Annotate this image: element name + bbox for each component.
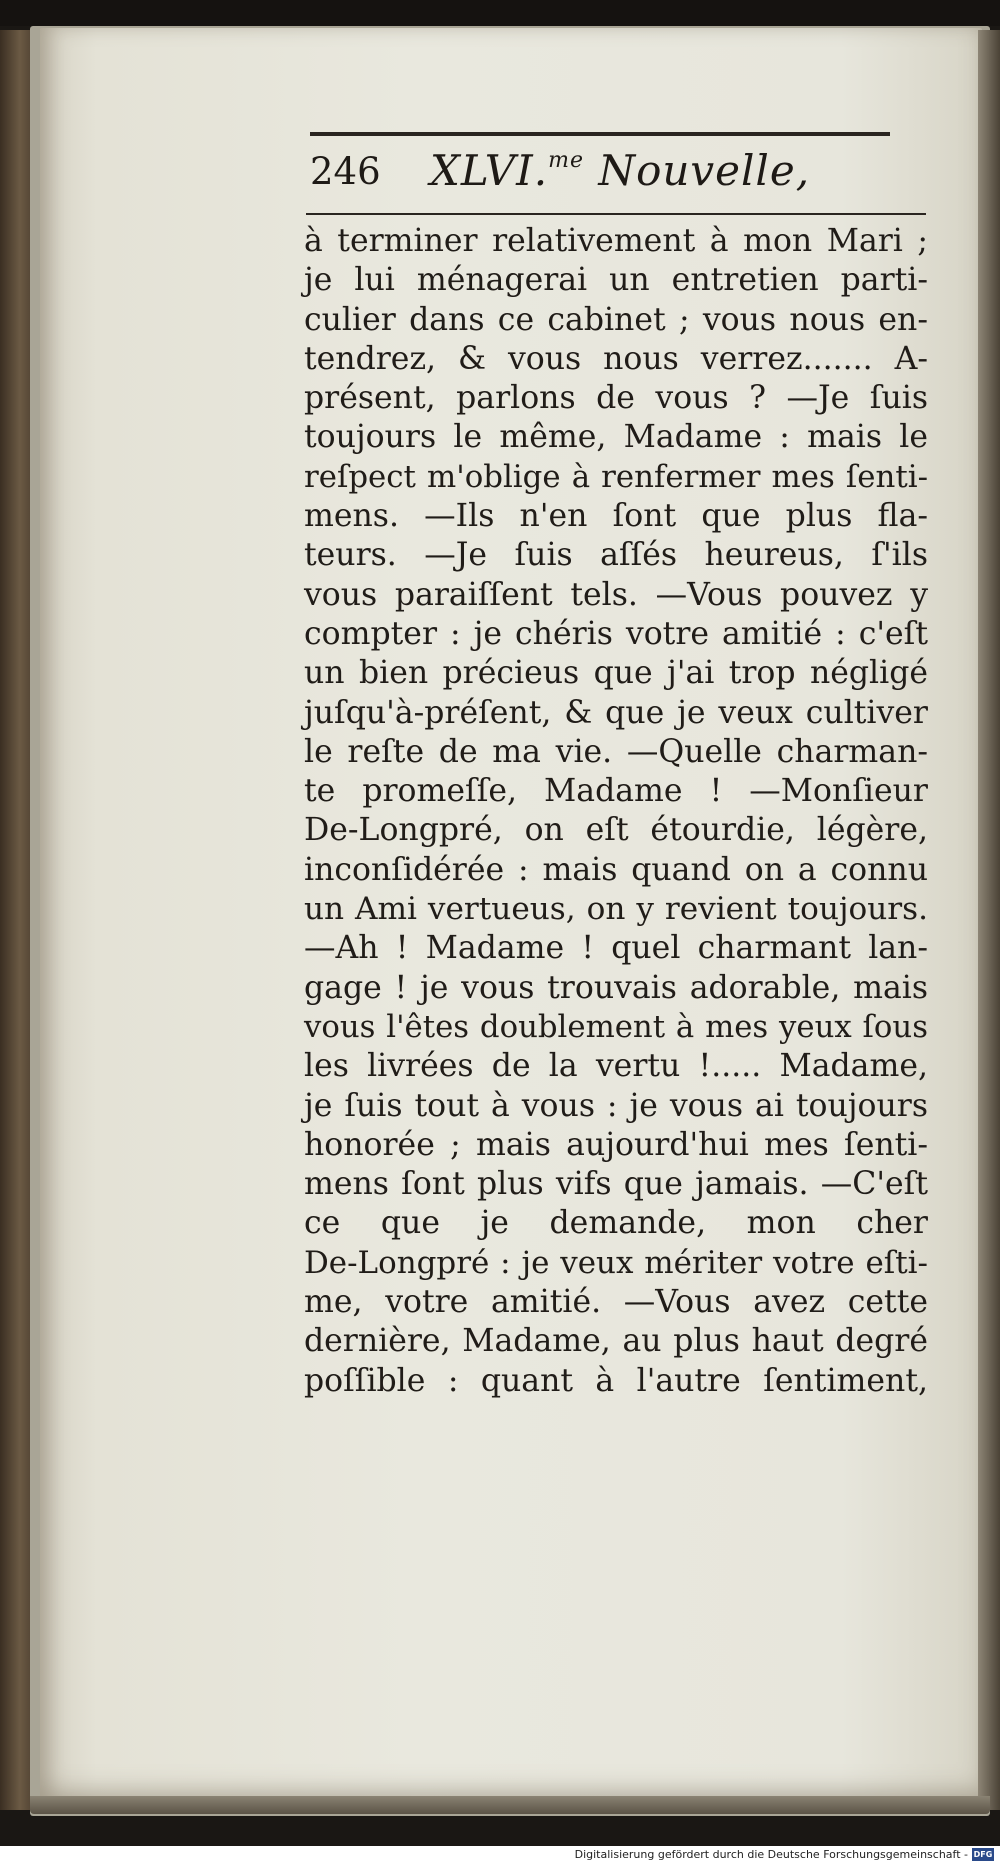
text-line: reſpect m'oblige à renfermer mes ſenti- xyxy=(304,458,928,495)
text-line: le reſte de ma vie. —Quelle charman- xyxy=(304,733,928,770)
scan-top-background xyxy=(0,0,1000,26)
text-line: je ſuis tout à vous : je vous ai toujours xyxy=(304,1087,928,1124)
text-line: dernière, Madame, au plus haut degré xyxy=(304,1323,928,1360)
page-number: 246 xyxy=(310,150,381,193)
text-line: De-Longpré, on eſt étourdie, légère, xyxy=(304,812,928,849)
text-line: —Ah ! Madame ! quel charmant lan- xyxy=(304,930,928,967)
page-bottom-edge xyxy=(30,1796,990,1814)
text-line: toujours le même, Madame : mais le xyxy=(304,419,928,456)
text-line: teurs. —Je ſuis aſſés heureus, ſ'ils xyxy=(304,537,928,574)
text-line: vous paraiſſent tels. —Vous pouvez y xyxy=(304,576,928,613)
dfg-logo-icon: DFG xyxy=(973,1850,993,1859)
running-header xyxy=(310,144,930,210)
text-line: un Ami vertueus, on y revient toujours. xyxy=(304,891,928,928)
running-title-superscript: me xyxy=(548,148,584,173)
text-line: culier dans ce cabinet ; vous nous en- xyxy=(304,301,928,338)
text-line: De-Longpré : je veux mériter votre eſti- xyxy=(304,1244,928,1281)
page-right-edge xyxy=(978,30,1000,1810)
text-line: poſſible : quant à l'autre ſentiment, xyxy=(304,1362,928,1399)
text-line: inconſidérée : mais quand on a connu xyxy=(304,851,928,888)
text-line: te promeſſe, Madame ! —Monſieur xyxy=(304,773,928,810)
running-title-main: XLVI. xyxy=(430,146,549,195)
text-line: mens. —Ils n'en ſont que plus fla- xyxy=(304,498,928,535)
text-line: je lui ménagerai un entretien parti- xyxy=(304,262,928,299)
text-line: présent, parlons de vous ? —Je ſuis xyxy=(304,380,928,417)
text-line: juſqu'à-préſent, & que je veux cultiver xyxy=(304,694,928,731)
text-line: ce que je demande, mon cher xyxy=(304,1205,928,1242)
text-line: compter : je chéris votre amitié : c'eſt xyxy=(304,615,928,652)
text-line: les livrées de la vertu !..... Madame, xyxy=(304,1048,928,1085)
text-line: honorée ; mais aujourd'hui mes ſenti- xyxy=(304,1126,928,1163)
text-line: à terminer relativement à mon Mari ; xyxy=(304,223,928,259)
text-line: gage ! je vous trouvais adorable, mais xyxy=(304,969,928,1006)
digitization-credit: Digitalisierung gefördert durch die Deutsche Forschungsgemeinschaft - xyxy=(574,1848,968,1861)
running-title xyxy=(430,146,810,195)
text-line: vous l'êtes doublement à mes yeux ſous xyxy=(304,1008,928,1045)
text-line: mens ſont plus vifs que jamais. —C'eſt xyxy=(304,1166,928,1203)
text-line: me, votre amitié. —Vous avez cette xyxy=(304,1284,928,1321)
running-title-rest: Nouvelle, xyxy=(583,146,811,195)
header-rule-bottom xyxy=(306,213,926,215)
body-text xyxy=(304,222,928,1401)
text-line: tendrez, & vous nous verrez....... A- xyxy=(304,340,928,377)
header-rule-top xyxy=(310,132,890,136)
text-line: un bien précieus que j'ai trop négligé xyxy=(304,655,928,692)
